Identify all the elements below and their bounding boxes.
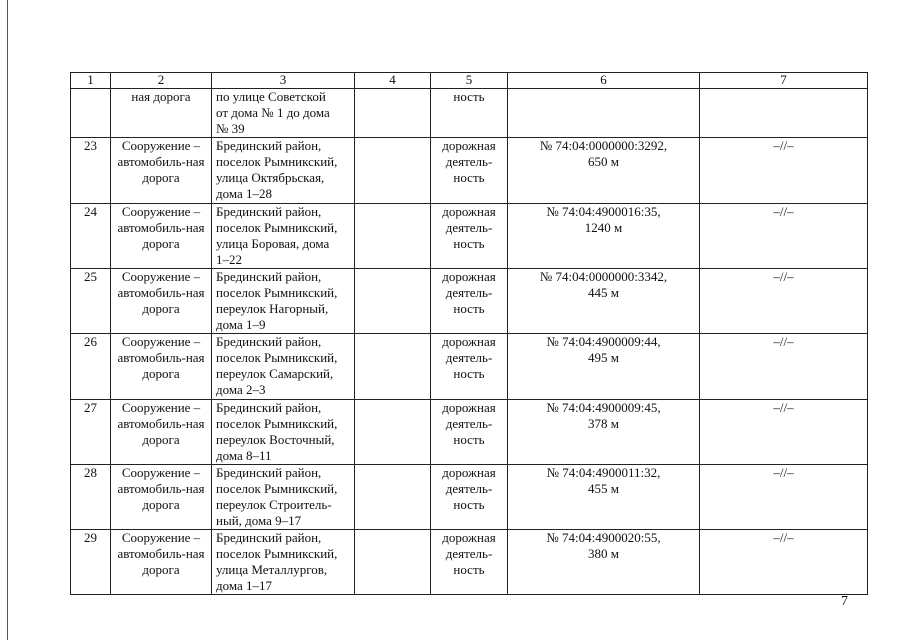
- cell-number: 28: [71, 465, 111, 530]
- cell-number: 29: [71, 530, 111, 595]
- cell-empty: [355, 530, 431, 595]
- cell-note: –//–: [700, 530, 868, 595]
- cell-object: ная дорога: [111, 89, 212, 138]
- cell-note: –//–: [700, 204, 868, 269]
- table-row: [71, 530, 868, 595]
- cell-use: дорожная деятель- ность: [431, 530, 508, 595]
- cell-note: –//–: [700, 269, 868, 334]
- cell-use: дорожная деятель- ность: [431, 334, 508, 400]
- cell-cadastral: [508, 89, 700, 138]
- cell-cadastral: № 74:04:4900016:35, 1240 м: [508, 204, 700, 269]
- cell-note: –//–: [700, 138, 868, 204]
- cell-use: ность: [431, 89, 508, 138]
- cell-object: Сооружение – автомобиль-ная дорога: [111, 465, 212, 530]
- cell-empty: [355, 89, 431, 138]
- table-row-continuation: [71, 89, 868, 138]
- cell-note: –//–: [700, 400, 868, 465]
- page-edge-line: [7, 0, 8, 640]
- cell-address: Брединский район, поселок Рымникский, переулок Восточный, дома 8–11: [212, 400, 355, 465]
- cell-empty: [355, 334, 431, 400]
- cell-object: Сооружение – автомобиль-ная дорога: [111, 204, 212, 269]
- cell-note: [700, 89, 868, 138]
- cell-number: 26: [71, 334, 111, 400]
- cell-empty: [355, 269, 431, 334]
- cell-cadastral: № 74:04:0000000:3292, 650 м: [508, 138, 700, 204]
- cell-empty: [355, 400, 431, 465]
- cell-number: 27: [71, 400, 111, 465]
- cell-object: Сооружение – автомобиль-ная дорога: [111, 530, 212, 595]
- cell-use: дорожная деятель- ность: [431, 269, 508, 334]
- cell-number: 24: [71, 204, 111, 269]
- cell-address: по улице Советской от дома № 1 до дома № 39: [212, 89, 355, 138]
- cell-empty: [355, 138, 431, 204]
- table-row: [71, 138, 868, 204]
- cell-note: –//–: [700, 334, 868, 400]
- cell-empty: [355, 204, 431, 269]
- register-table: [70, 72, 868, 595]
- table-row: [71, 465, 868, 530]
- cell-use: дорожная деятель- ность: [431, 465, 508, 530]
- cell-address: Брединский район, поселок Рымникский, переулок Строитель- ный, дома 9–17: [212, 465, 355, 530]
- header-col-4: 4: [355, 73, 431, 89]
- cell-object: Сооружение – автомобиль-ная дорога: [111, 269, 212, 334]
- cell-note: –//–: [700, 465, 868, 530]
- cell-address: Брединский район, поселок Рымникский, улица Боровая, дома 1–22: [212, 204, 355, 269]
- table-row: [71, 334, 868, 400]
- header-col-1: 1: [71, 73, 111, 89]
- header-col-7: 7: [700, 73, 868, 89]
- cell-address: Брединский район, поселок Рымникский, переулок Самарский, дома 2–3: [212, 334, 355, 400]
- cell-use: дорожная деятель- ность: [431, 204, 508, 269]
- table-row: [71, 204, 868, 269]
- cell-number: 25: [71, 269, 111, 334]
- cell-object: Сооружение – автомобиль-ная дорога: [111, 400, 212, 465]
- cell-cadastral: № 74:04:0000000:3342, 445 м: [508, 269, 700, 334]
- header-col-6: 6: [508, 73, 700, 89]
- table-row: [71, 269, 868, 334]
- table-row: [71, 400, 868, 465]
- cell-cadastral: № 74:04:4900020:55, 380 м: [508, 530, 700, 595]
- cell-cadastral: № 74:04:4900011:32, 455 м: [508, 465, 700, 530]
- header-col-2: 2: [111, 73, 212, 89]
- page-number: 7: [841, 594, 848, 609]
- cell-object: Сооружение – автомобиль-ная дорога: [111, 334, 212, 400]
- cell-object: Сооружение – автомобиль-ная дорога: [111, 138, 212, 204]
- cell-use: дорожная деятель- ность: [431, 400, 508, 465]
- cell-empty: [355, 465, 431, 530]
- table-header: [71, 73, 868, 89]
- header-col-3: 3: [212, 73, 355, 89]
- cell-cadastral: № 74:04:4900009:45, 378 м: [508, 400, 700, 465]
- header-col-5: 5: [431, 73, 508, 89]
- cell-cadastral: № 74:04:4900009:44, 495 м: [508, 334, 700, 400]
- header-row: [71, 73, 868, 89]
- cell-address: Брединский район, поселок Рымникский, улица Октябрьская, дома 1–28: [212, 138, 355, 204]
- cell-number: [71, 89, 111, 138]
- cell-use: дорожная деятель- ность: [431, 138, 508, 204]
- cell-address: Брединский район, поселок Рымникский, переулок Нагорный, дома 1–9: [212, 269, 355, 334]
- cell-address: Брединский район, поселок Рымникский, улица Металлургов, дома 1–17: [212, 530, 355, 595]
- cell-number: 23: [71, 138, 111, 204]
- table-body: [71, 89, 868, 595]
